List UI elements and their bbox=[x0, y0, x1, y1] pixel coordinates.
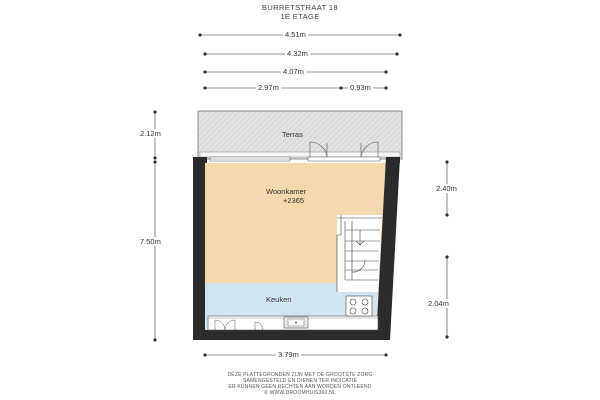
dimension-label-top-3: 4.07m bbox=[283, 67, 304, 76]
dimension-label-left-main: 7.50m bbox=[140, 237, 161, 246]
room-label-living: Woonkamer bbox=[266, 187, 307, 196]
dimension-label-left-terrace: 2.12m bbox=[140, 129, 161, 138]
left-dimension-lines bbox=[154, 111, 157, 342]
dimension-label-right-lower: 2.04m bbox=[428, 299, 449, 308]
dimension-label-bottom: 3.79m bbox=[278, 350, 299, 359]
dimension-label-top-4a: 2.97m bbox=[258, 83, 279, 92]
room-level-living: +2365 bbox=[283, 196, 305, 205]
dimension-label-right-upper: 2.40m bbox=[436, 184, 457, 193]
address-title: BURRETSTRAAT 18 bbox=[261, 3, 339, 12]
disclaimer-line-2: SAMENGESTELD EN DIENEN TER INDICATIE bbox=[243, 378, 357, 384]
dimension-label-top-1: 4.51m bbox=[285, 30, 306, 39]
sink bbox=[284, 317, 308, 328]
staircase bbox=[337, 215, 382, 292]
floor-title: 1E ETAGE bbox=[280, 12, 320, 21]
dimension-label-top-4b: 0.93m bbox=[350, 83, 371, 92]
room-label-terrace: Terras bbox=[282, 130, 303, 139]
top-dimension-lines bbox=[199, 34, 402, 90]
disclaimer-line-4: © WWW.DROOMHUIS360.NL bbox=[264, 390, 336, 396]
stove bbox=[346, 296, 372, 316]
dimension-label-top-2: 4.32m bbox=[287, 49, 308, 58]
disclaimer-line-1: DEZE PLATTEGRONDEN ZIJN MET DE GROOTSTE ZORG bbox=[227, 372, 373, 378]
disclaimer-line-3: ER KUNNEN GEEN RECHTEN AAN WORDEN ONTLEEND bbox=[228, 384, 372, 390]
disclaimer bbox=[150, 372, 450, 396]
room-label-kitchen: Keuken bbox=[266, 295, 292, 304]
